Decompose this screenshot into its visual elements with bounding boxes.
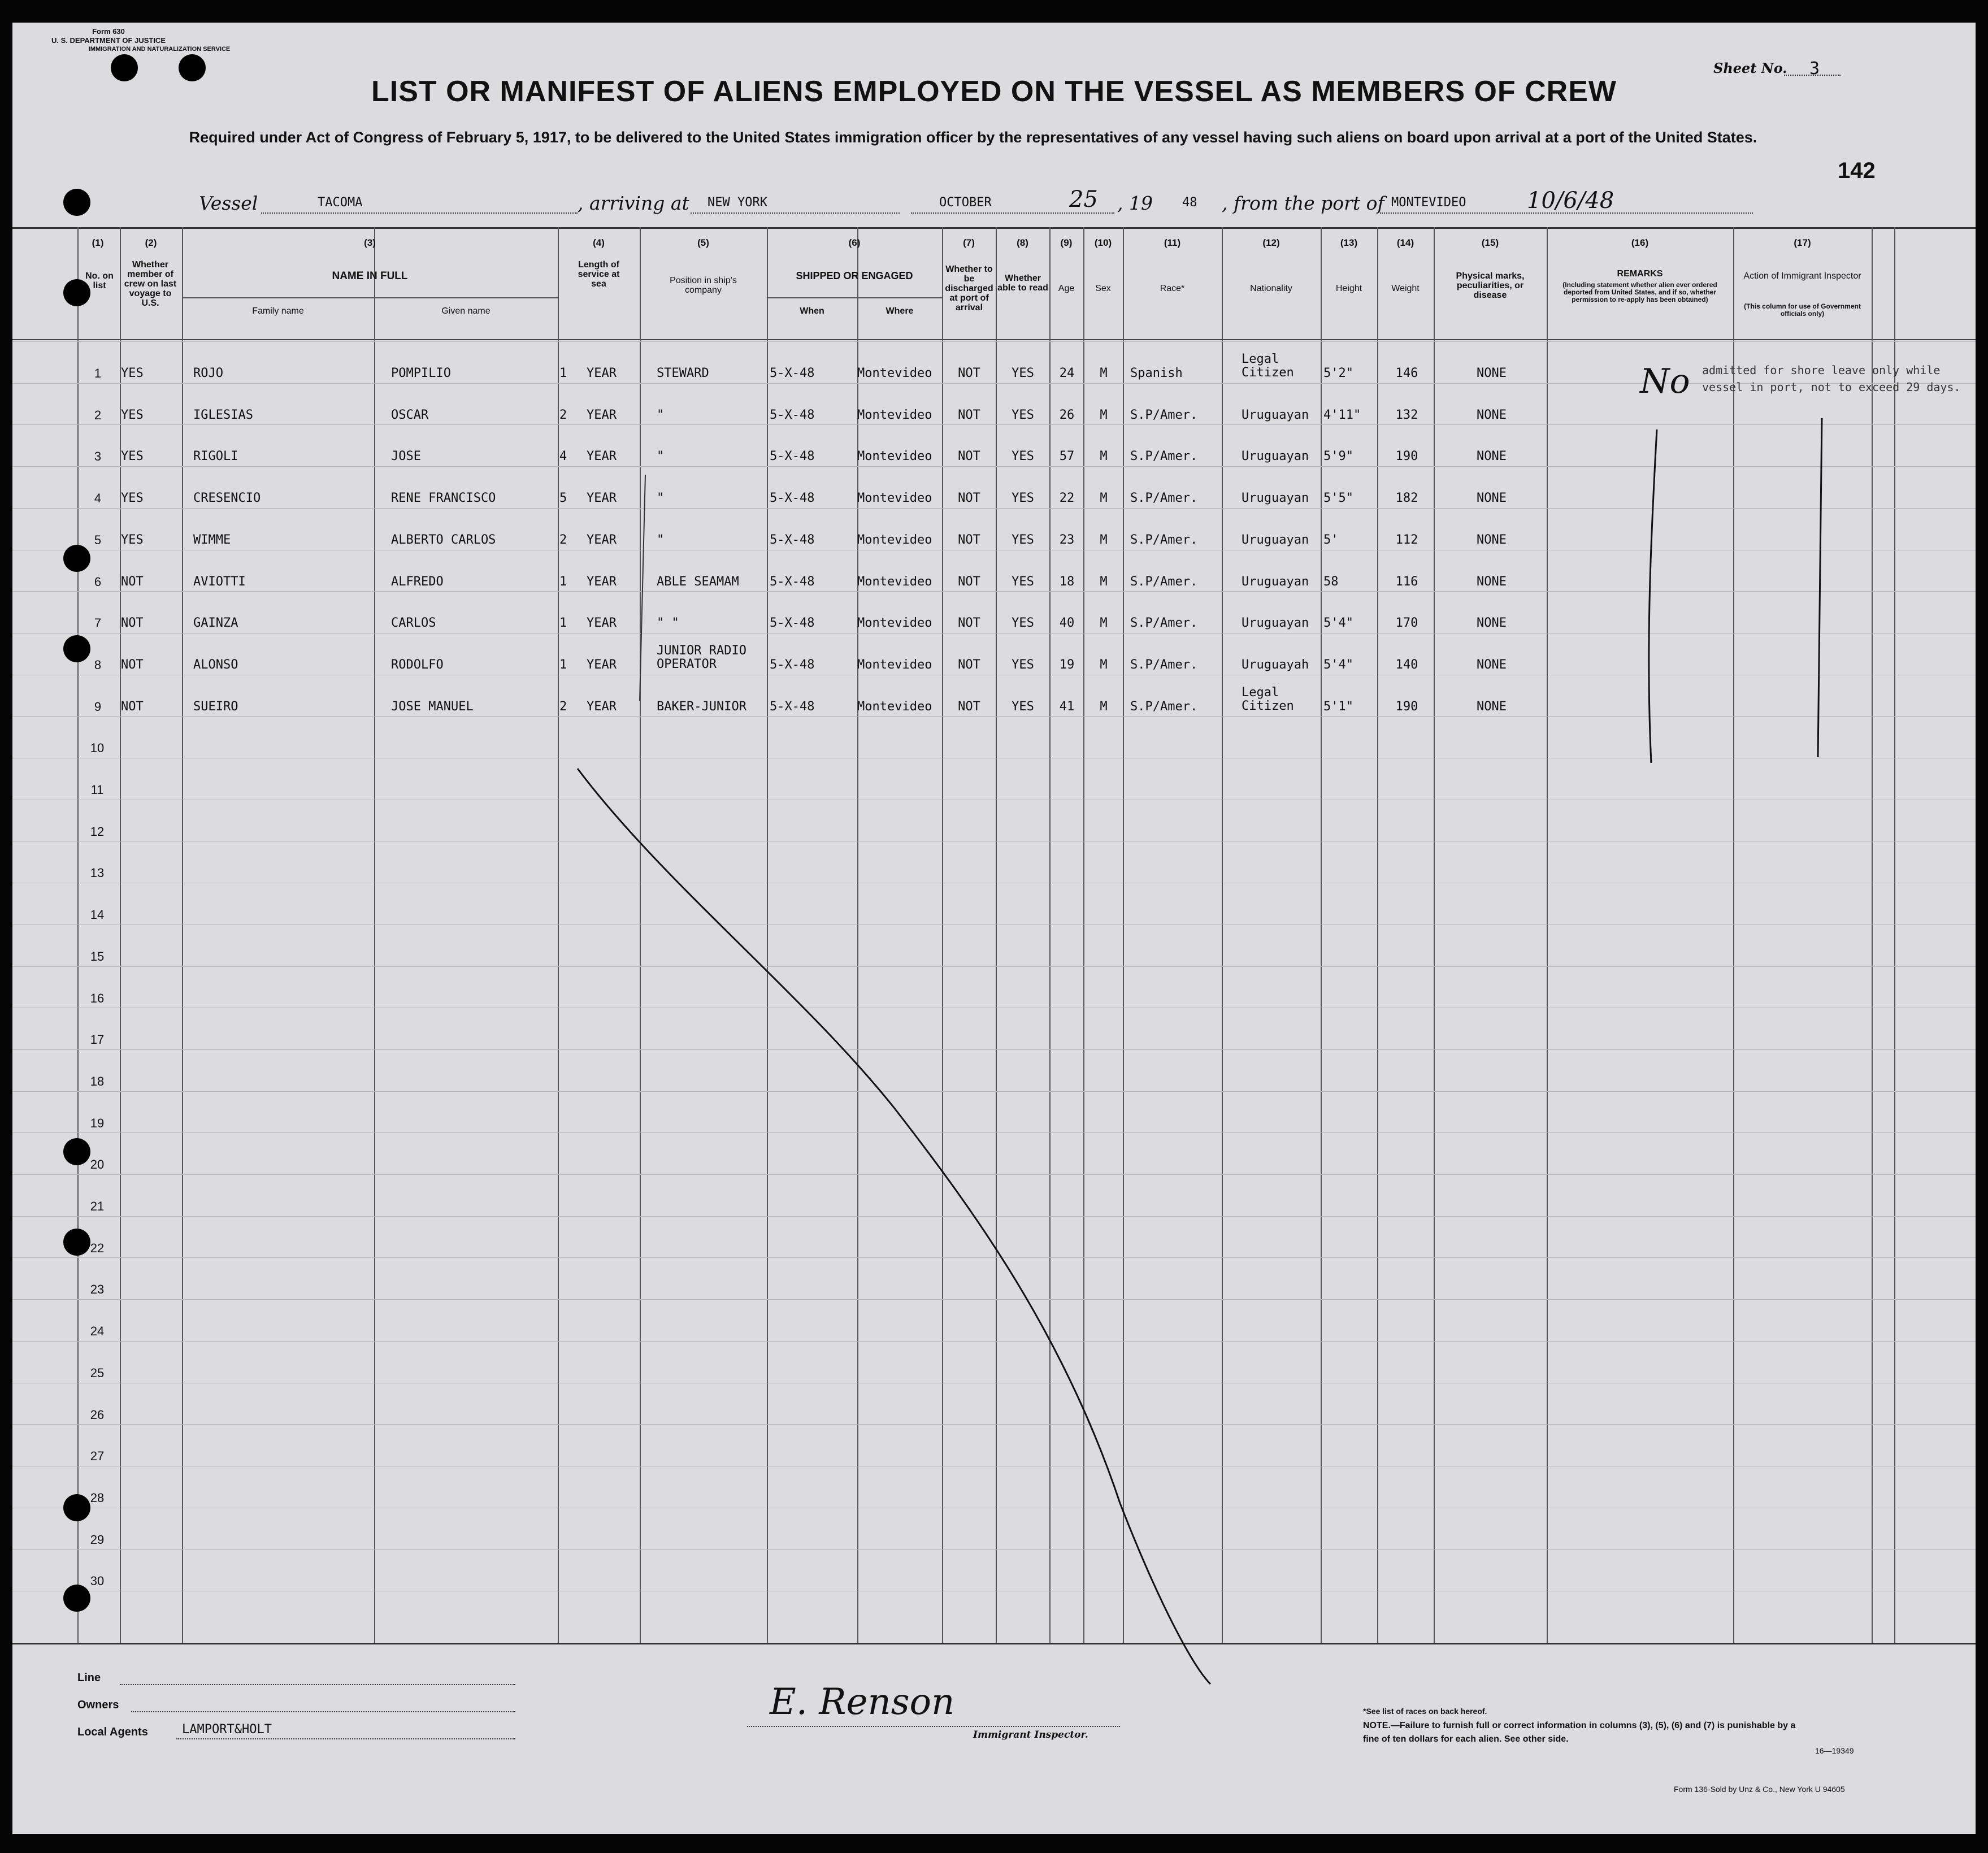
punch-hole (63, 545, 90, 572)
cell-len: 4 (559, 449, 567, 463)
col-num-5: (5) (697, 237, 709, 248)
col-head-name: NAME IN FULL (332, 270, 408, 282)
col-num-8: (8) (1017, 237, 1028, 248)
cell-no: 6 (94, 575, 102, 589)
cell-len: 1 (559, 616, 567, 630)
cell-read: YES (1012, 658, 1034, 672)
cell-no: 8 (94, 658, 102, 672)
cell-sex: M (1100, 533, 1108, 547)
manifest-subtitle: Required under Act of Congress of February 5, 1917, to be delivered to the United States immigration officer by the representatives of any vessel having such aliens on board upon arrival at a port of the United States. (189, 129, 1757, 146)
row-number: 15 (90, 949, 105, 964)
cell-read: YES (1012, 700, 1034, 714)
col-head-weight: Weight (1391, 284, 1420, 293)
owners-label: Owners (77, 1699, 119, 1711)
cell-discharge: NOT (958, 366, 980, 380)
cell-len: 1 (559, 366, 567, 380)
cell-weight: 170 (1395, 616, 1418, 630)
cell-given: RODOLFO (391, 658, 444, 672)
cell-no: 9 (94, 700, 102, 714)
cell-weight: 140 (1395, 658, 1418, 672)
cell-height: 5'2" (1323, 366, 1353, 380)
cell-discharge: NOT (958, 616, 980, 630)
cell-unit: YEAR (587, 491, 617, 505)
col-head-discharge: Whether to be discharged at port of arrival (945, 264, 993, 313)
cell-position: " (657, 491, 665, 505)
punch-hole (63, 279, 90, 306)
cell-sex: M (1100, 491, 1108, 505)
cell-age: 40 (1059, 616, 1075, 630)
cell-race: S.P/Amer. (1130, 491, 1198, 505)
punch-hole (179, 54, 206, 81)
cell-family: RIGOLI (193, 449, 238, 463)
cell-unit: YEAR (587, 700, 617, 714)
cell-position: " (657, 408, 665, 422)
action-ditto-stroke (1818, 418, 1822, 757)
vessel-name: TACOMA (318, 196, 363, 210)
cell-nationality: Uruguayah (1242, 658, 1309, 672)
cell-marks: NONE (1477, 575, 1507, 589)
cell-sex: M (1100, 366, 1108, 380)
col-head-position: Position in ship's company (670, 276, 737, 295)
cell-weight: 132 (1395, 408, 1418, 422)
pen-strokes (12, 23, 1976, 1834)
cell-age: 23 (1059, 533, 1075, 547)
row-number: 26 (90, 1408, 105, 1422)
cell-height: 5'9" (1323, 449, 1353, 463)
cell-age: 22 (1059, 491, 1075, 505)
cell-weight: 182 (1395, 491, 1418, 505)
cell-height: 5'4" (1323, 616, 1353, 630)
cell-discharge: NOT (958, 491, 980, 505)
cell-marks: NONE (1477, 533, 1507, 547)
owners-field (131, 1711, 515, 1712)
cell-marks: NONE (1477, 658, 1507, 672)
races-note: *See list of races on back hereof. (1363, 1707, 1487, 1716)
agents-field (176, 1738, 515, 1739)
row-number: 28 (90, 1491, 105, 1505)
col-head-age: Age (1058, 284, 1075, 293)
cell-age: 24 (1059, 366, 1075, 380)
vessel-label: Vessel (199, 192, 258, 214)
cell-read: YES (1012, 408, 1034, 422)
col-num-9: (9) (1060, 237, 1073, 248)
cell-when: 5-X-48 (770, 533, 815, 547)
cell-given: JOSE (391, 449, 421, 463)
punch-hole (63, 189, 90, 216)
cell-where: Montevideo (857, 658, 932, 672)
cell-len: 5 (559, 491, 567, 505)
cell-len: 1 (559, 658, 567, 672)
remarks-note: (Including statement whether alien ever ordered deported from United States, and if so, whether permission to re-apply has been obtained) (1562, 281, 1717, 303)
cell-nationality: Uruguayan (1242, 491, 1309, 505)
cell-family: ROJO (193, 366, 223, 380)
cell-nationality: Legal Citizen (1242, 352, 1294, 380)
cell-where: Montevideo (857, 366, 932, 380)
col-head-prev-voyage: Whether member of crew on last voyage to U.S. (124, 260, 177, 308)
col-num-2: (2) (145, 237, 157, 248)
cell-prev: NOT (121, 700, 144, 714)
cell-discharge: NOT (958, 575, 980, 589)
action-note: (This column for use of Government officials only) (1744, 302, 1861, 318)
cell-weight: 116 (1395, 575, 1418, 589)
cell-prev: NOT (121, 575, 144, 589)
cell-age: 57 (1059, 449, 1075, 463)
cell-len: 2 (559, 408, 567, 422)
cancel-stroke (578, 769, 1210, 1684)
row-number: 16 (90, 991, 105, 1005)
cell-no: 1 (94, 366, 102, 380)
cell-position: " (657, 533, 665, 547)
col-num-11: (11) (1164, 237, 1181, 248)
penalty-note: NOTE.—Failure to furnish full or correct information in columns (3), (5), (6) and (7) is punishable by a fine of ten dollars for each alien. See other side. (1363, 1721, 1796, 1744)
cell-marks: NONE (1477, 491, 1507, 505)
cell-family: WIMME (193, 533, 231, 547)
cell-race: S.P/Amer. (1130, 700, 1198, 714)
row-number: 20 (90, 1157, 105, 1171)
cell-height: 58 (1323, 575, 1339, 589)
cell-len: 2 (559, 533, 567, 547)
agents-value: LAMPORT&HOLT (182, 1722, 272, 1737)
cell-no: 3 (94, 449, 102, 463)
col-head-family: Family name (252, 306, 304, 316)
col-head-length: Length of service at sea (578, 260, 620, 289)
row-number: 12 (90, 824, 105, 839)
cell-height: 4'11" (1323, 408, 1361, 422)
cell-marks: NONE (1477, 449, 1507, 463)
cell-family: ALONSO (193, 658, 238, 672)
cell-race: S.P/Amer. (1130, 575, 1198, 589)
cell-read: YES (1012, 575, 1034, 589)
cell-prev: YES (121, 491, 144, 505)
row-number: 27 (90, 1449, 105, 1463)
cell-where: Montevideo (857, 533, 932, 547)
col-head-read: Whether able to read (997, 274, 1048, 293)
cell-nationality: Uruguayan (1242, 449, 1309, 463)
col-head-action: Action of Immigrant Inspector (1743, 271, 1861, 281)
cell-race: Spanish (1130, 366, 1183, 380)
col-head-sex: Sex (1095, 284, 1111, 293)
print-code: 16—19349 (1815, 1746, 1854, 1755)
cell-prev: YES (121, 366, 144, 380)
col-head-nationality: Nationality (1250, 284, 1292, 293)
cell-prev: NOT (121, 616, 144, 630)
cell-nationality: Uruguayan (1242, 575, 1309, 589)
cell-height: 5'4" (1323, 658, 1353, 672)
cell-unit: YEAR (587, 408, 617, 422)
cell-no: 7 (94, 616, 102, 630)
cell-marks: NONE (1477, 700, 1507, 714)
sheet-number: 3 (1809, 59, 1820, 79)
cell-age: 19 (1059, 658, 1075, 672)
department-line: U. S. DEPARTMENT OF JUSTICE (51, 36, 166, 45)
col-head-race: Race* (1160, 284, 1185, 293)
cell-given: CARLOS (391, 616, 436, 630)
remarks-ditto-stroke (1649, 429, 1657, 763)
cell-len: 2 (559, 700, 567, 714)
cell-sex: M (1100, 575, 1108, 589)
cell-position: " " (657, 616, 679, 630)
cell-marks: NONE (1477, 366, 1507, 380)
cell-weight: 112 (1395, 533, 1418, 547)
col-num-15: (15) (1481, 237, 1499, 248)
from-port: MONTEVIDEO (1391, 196, 1466, 210)
cell-sex: M (1100, 408, 1108, 422)
cell-family: GAINZA (193, 616, 238, 630)
agents-label: Local Agents (77, 1726, 148, 1738)
cell-when: 5-X-48 (770, 616, 815, 630)
row-number: 24 (90, 1324, 105, 1338)
col-num-10: (10) (1094, 237, 1112, 248)
row-number: 25 (90, 1366, 105, 1380)
punch-hole (111, 54, 138, 81)
service-line: IMMIGRATION AND NATURALIZATION SERVICE (88, 46, 231, 53)
col-num-7: (7) (963, 237, 975, 248)
punch-hole (63, 1138, 90, 1165)
cell-where: Montevideo (857, 491, 932, 505)
cell-unit: YEAR (587, 533, 617, 547)
row-number: 29 (90, 1533, 105, 1547)
cell-prev: YES (121, 408, 144, 422)
col-head-when: When (800, 306, 824, 316)
cell-race: S.P/Amer. (1130, 449, 1198, 463)
handwritten-date: 10/6/48 (1527, 188, 1614, 214)
arrival-port: NEW YORK (707, 196, 767, 210)
row-number: 30 (90, 1574, 105, 1588)
cell-where: Montevideo (857, 449, 932, 463)
cell-no: 4 (94, 491, 102, 505)
col-num-13: (13) (1340, 237, 1358, 248)
cell-family: SUEIRO (193, 700, 238, 714)
cell-discharge: NOT (958, 700, 980, 714)
col-num-4: (4) (593, 237, 605, 248)
col-head-remarks: REMARKS (1617, 269, 1663, 279)
cell-no: 2 (94, 408, 102, 422)
cell-when: 5-X-48 (770, 366, 815, 380)
col-num-16: (16) (1631, 237, 1649, 248)
cell-unit: YEAR (587, 366, 617, 380)
cell-position: ABLE SEAMAM (657, 575, 739, 589)
line-field (120, 1684, 515, 1685)
cell-when: 5-X-48 (770, 408, 815, 422)
col-num-17: (17) (1794, 237, 1811, 248)
cell-given: ALBERTO CARLOS (391, 533, 496, 547)
arrival-year: 48 (1182, 196, 1197, 210)
col-num-1: (1) (92, 237, 104, 248)
cell-sex: M (1100, 658, 1108, 672)
cell-weight: 190 (1395, 449, 1418, 463)
cell-race: S.P/Amer. (1130, 408, 1198, 422)
col-head-height: Height (1335, 284, 1362, 293)
stamp-number: 142 (1838, 158, 1876, 183)
cell-position: " (657, 449, 665, 463)
cell-family: CRESENCIO (193, 491, 261, 505)
cell-weight: 146 (1395, 366, 1418, 380)
cell-sex: M (1100, 449, 1108, 463)
col-head-where: Where (886, 306, 914, 316)
manifest-title: LIST OR MANIFEST OF ALIENS EMPLOYED ON THE VESSEL AS MEMBERS OF CREW (371, 75, 1617, 108)
cell-race: S.P/Amer. (1130, 533, 1198, 547)
col-head-no: No. on list (85, 271, 114, 290)
cell-given: ALFREDO (391, 575, 444, 589)
manifest-sheet (12, 23, 1976, 1834)
cell-where: Montevideo (857, 616, 932, 630)
cell-discharge: NOT (958, 658, 980, 672)
row-number: 19 (90, 1116, 105, 1130)
ditto-tick-stroke (640, 475, 645, 701)
cell-age: 18 (1059, 575, 1075, 589)
cell-height: 5'1" (1323, 700, 1353, 714)
cell-unit: YEAR (587, 616, 617, 630)
cell-height: 5'5" (1323, 491, 1353, 505)
row-number: 10 (90, 741, 105, 755)
cell-nationality: Uruguayan (1242, 533, 1309, 547)
cell-discharge: NOT (958, 408, 980, 422)
cell-read: YES (1012, 533, 1034, 547)
row-number: 22 (90, 1241, 105, 1255)
remarks-handwritten: No (1640, 362, 1690, 401)
cell-race: S.P/Amer. (1130, 616, 1198, 630)
cell-sex: M (1100, 700, 1108, 714)
from-label: , from the port of (1222, 192, 1384, 214)
cell-when: 5-X-48 (770, 700, 815, 714)
cell-marks: NONE (1477, 408, 1507, 422)
cell-read: YES (1012, 449, 1034, 463)
cell-family: AVIOTTI (193, 575, 246, 589)
cell-where: Montevideo (857, 575, 932, 589)
cell-when: 5-X-48 (770, 491, 815, 505)
cell-read: YES (1012, 491, 1034, 505)
arrival-day: 25 (1069, 186, 1098, 212)
cell-no: 5 (94, 533, 102, 547)
col-num-14: (14) (1396, 237, 1414, 248)
inspector-signature: E. Renson (770, 1681, 955, 1723)
col-num-3: (3) (364, 237, 376, 248)
row-number: 17 (90, 1032, 105, 1047)
inspector-line (747, 1726, 1120, 1727)
cell-unit: YEAR (587, 658, 617, 672)
cell-given: OSCAR (391, 408, 429, 422)
cell-given: RENE FRANCISCO (391, 491, 496, 505)
cell-where: Montevideo (857, 408, 932, 422)
inspector-label: Immigrant Inspector. (973, 1729, 1088, 1741)
arriving-label: , arriving at (578, 192, 689, 214)
row-number: 13 (90, 866, 105, 880)
col-num-6: (6) (848, 237, 861, 248)
cell-discharge: NOT (958, 449, 980, 463)
cell-position: BAKER-JUNIOR (657, 700, 746, 714)
cell-len: 1 (559, 575, 567, 589)
cell-read: YES (1012, 616, 1034, 630)
cell-unit: YEAR (587, 575, 617, 589)
cell-prev: YES (121, 449, 144, 463)
cell-given: POMPILIO (391, 366, 451, 380)
punch-hole (63, 1494, 90, 1521)
cell-when: 5-X-48 (770, 449, 815, 463)
col-head-shipped: SHIPPED OR ENGAGED (796, 270, 913, 281)
cell-when: 5-X-48 (770, 658, 815, 672)
punch-hole (63, 635, 90, 662)
cell-race: S.P/Amer. (1130, 658, 1198, 672)
row-number: 18 (90, 1074, 105, 1088)
sheet-label: Sheet No. (1713, 60, 1787, 76)
row-number: 23 (90, 1282, 105, 1296)
row-number: 21 (90, 1199, 105, 1213)
cell-sex: M (1100, 616, 1108, 630)
cell-read: YES (1012, 366, 1034, 380)
cell-age: 41 (1059, 700, 1075, 714)
cell-unit: YEAR (587, 449, 617, 463)
remarks-typed-note: admitted for shore leave only while vessel in port, not to exceed 29 days. (1702, 363, 1961, 394)
col-head-given: Given name (441, 306, 491, 316)
cell-nationality: Legal Citizen (1242, 685, 1294, 713)
cell-nationality: Uruguayan (1242, 616, 1309, 630)
row-number: 11 (90, 783, 104, 797)
cell-position: STEWARD (657, 366, 709, 380)
cell-given: JOSE MANUEL (391, 700, 474, 714)
cell-age: 26 (1059, 408, 1075, 422)
cell-prev: NOT (121, 658, 144, 672)
cell-family: IGLESIAS (193, 408, 253, 422)
col-head-marks: Physical marks, peculiarities, or disease (1456, 271, 1525, 300)
col-num-12: (12) (1262, 237, 1280, 248)
cell-marks: NONE (1477, 616, 1507, 630)
punch-hole (63, 1585, 90, 1612)
cell-height: 5' (1323, 533, 1339, 547)
row-number: 14 (90, 908, 105, 922)
arrival-month: OCTOBER (939, 196, 992, 210)
cell-nationality: Uruguayan (1242, 408, 1309, 422)
printer-line: Form 136-Sold by Unz & Co., New York U 94605 (1674, 1785, 1845, 1794)
form-number: Form 630 (92, 27, 125, 36)
line-label: Line (77, 1672, 101, 1684)
cell-position: JUNIOR RADIO OPERATOR (657, 644, 746, 671)
cell-discharge: NOT (958, 533, 980, 547)
cell-when: 5-X-48 (770, 575, 815, 589)
year-label: , 19 (1117, 192, 1153, 214)
cell-where: Montevideo (857, 700, 932, 714)
cell-weight: 190 (1395, 700, 1418, 714)
cell-prev: YES (121, 533, 144, 547)
punch-hole (63, 1229, 90, 1256)
